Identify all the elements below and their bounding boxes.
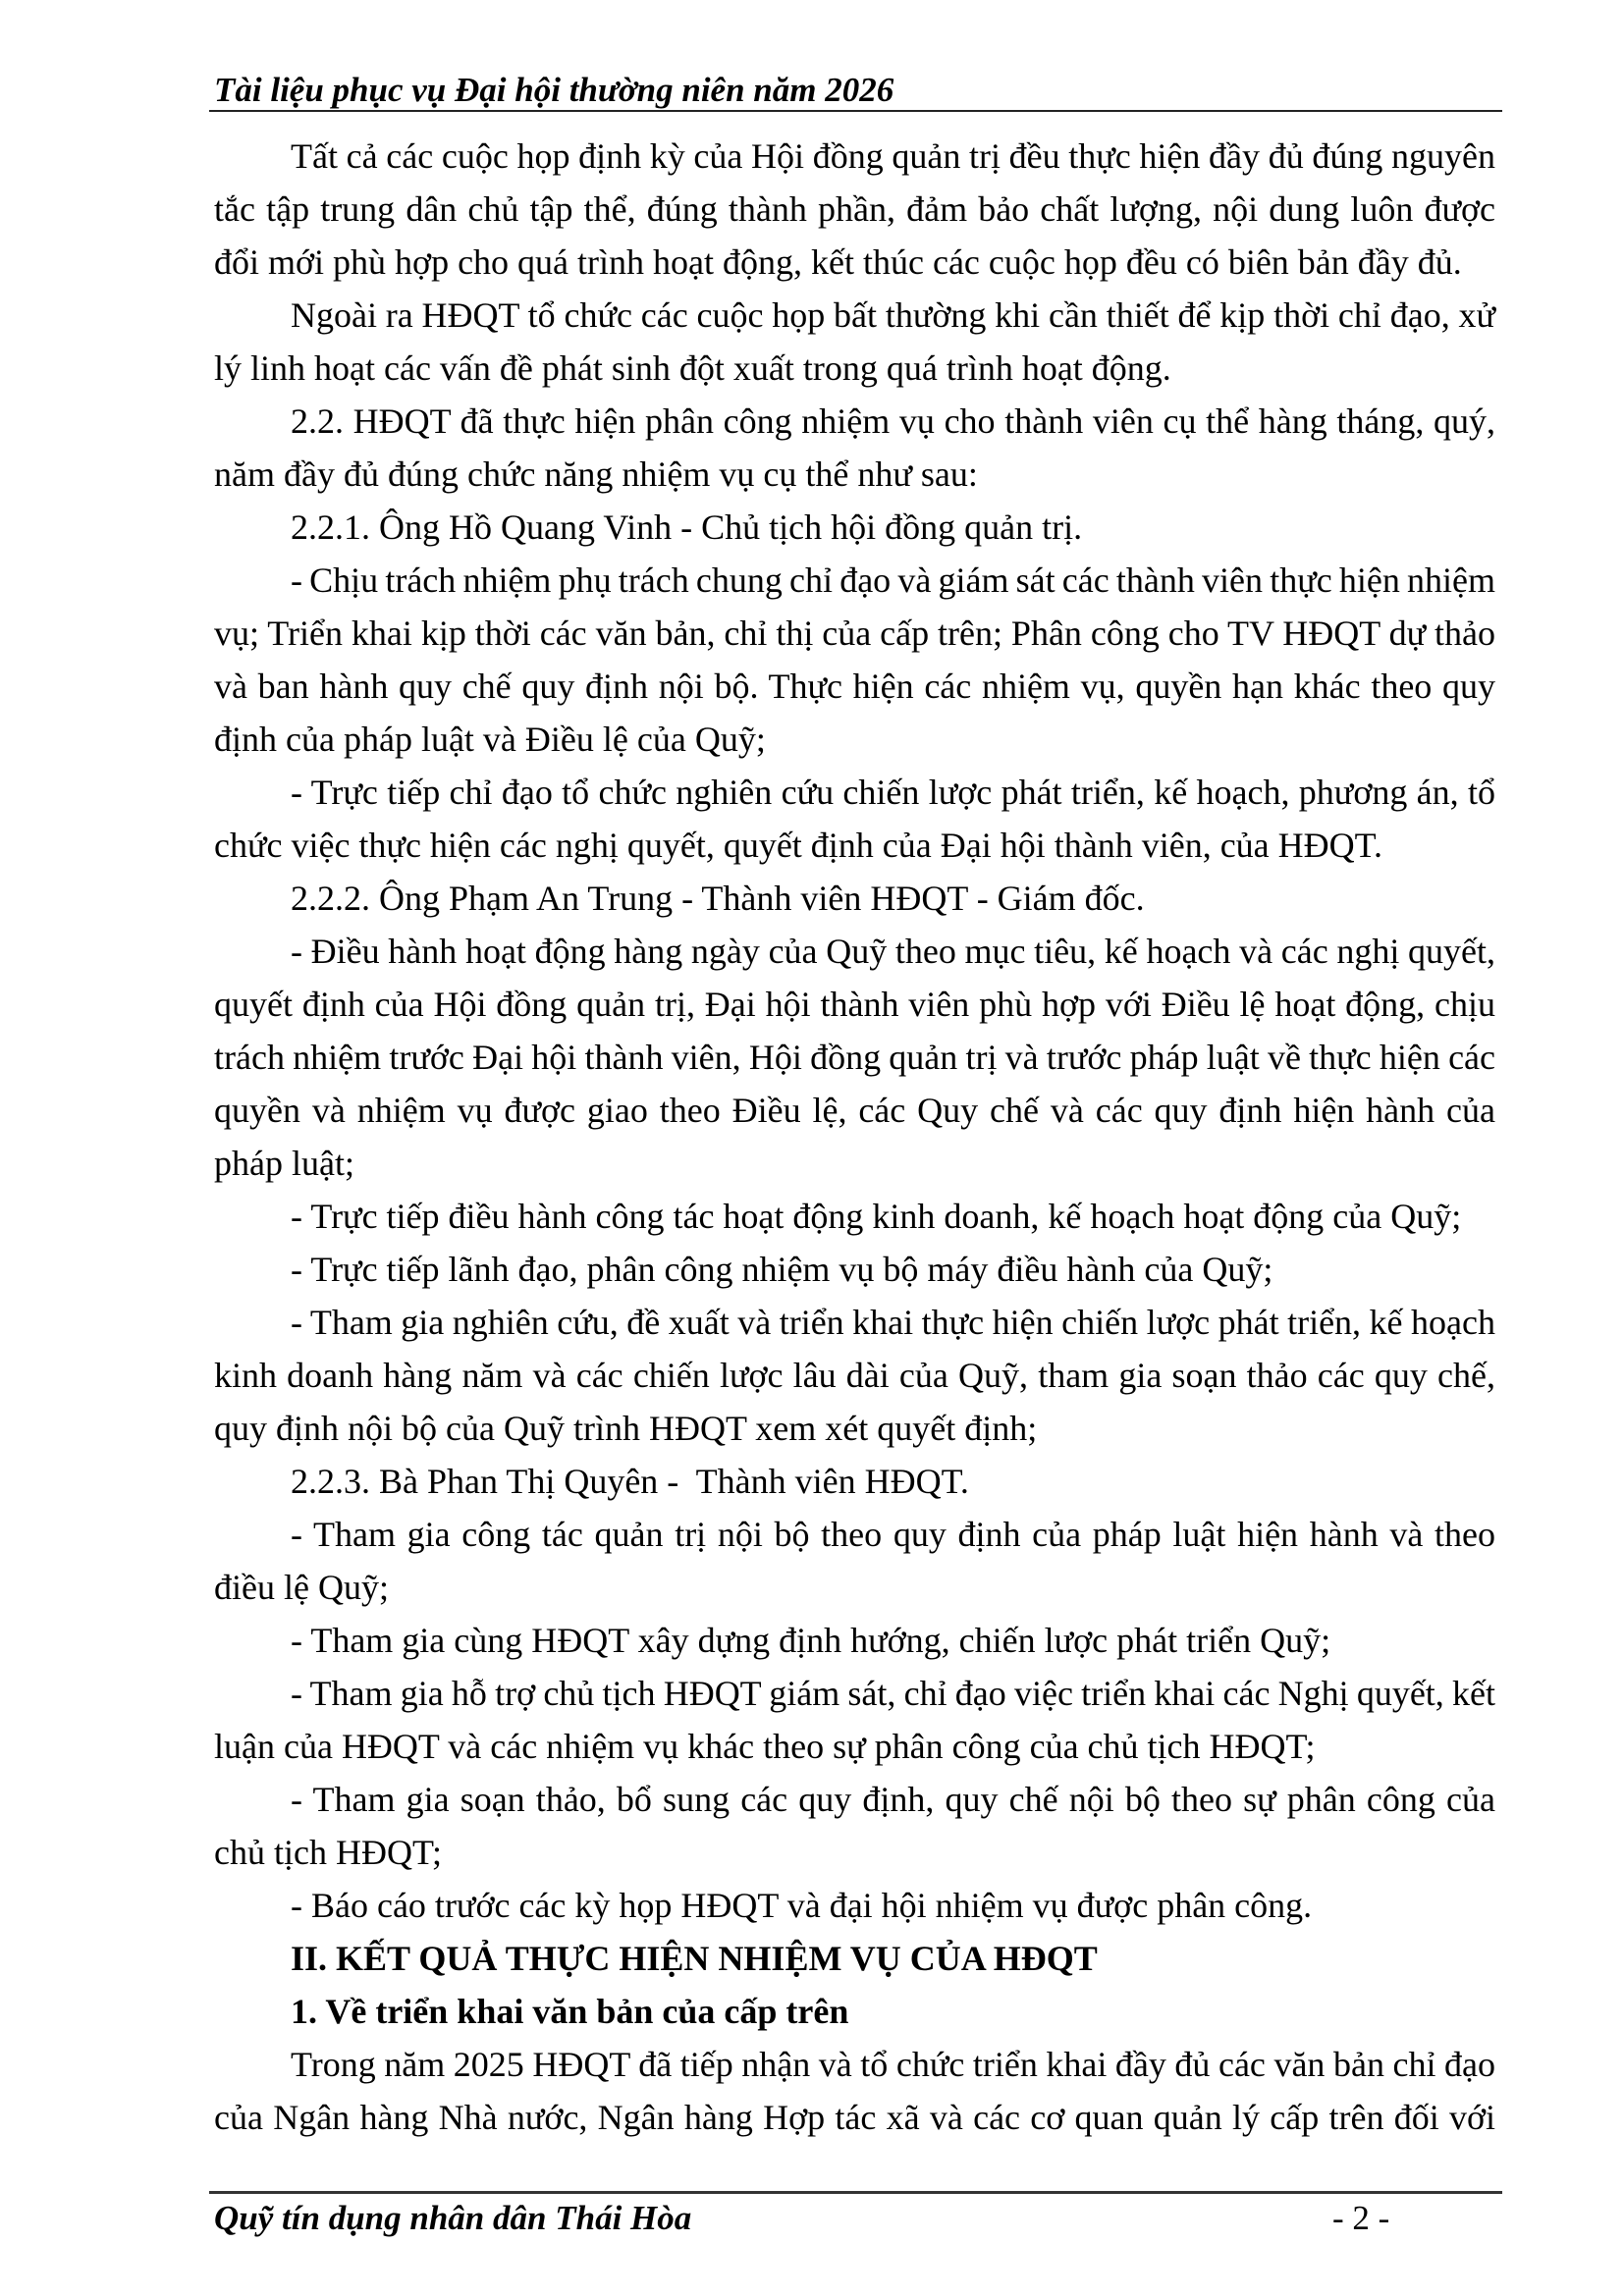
- page-header-title: Tài liệu phục vụ Đại hội thường niên năm 2026: [214, 71, 894, 109]
- text-line: tắc tập trung dân chủ tập thể, đúng thành phần, đảm bảo chất lượng, nội dung luôn được: [214, 189, 1495, 229]
- text-line: Ngoài ra HĐQT tổ chức các cuộc họp bất thường khi cần thiết để kịp thời chỉ đạo, xử: [291, 295, 1496, 335]
- text-line: trách nhiệm trước Đại hội thành viên, Hội đồng quản trị và trước pháp luật về thực hiện các: [214, 1038, 1495, 1077]
- text-line: vụ; Triển khai kịp thời các văn bản, chỉ thị của cấp trên; Phân công cho TV HĐQT dự thảo: [214, 614, 1495, 653]
- subsection-heading: 2.2.2. Ông Phạm An Trung - Thành viên HĐQT - Giám đốc.: [291, 879, 1145, 918]
- text-line: pháp luật;: [214, 1144, 354, 1183]
- text-line: Trong năm 2025 HĐQT đã tiếp nhận và tổ chức triển khai đầy đủ các văn bản chỉ đạo: [291, 2045, 1495, 2084]
- header-divider: [209, 110, 1502, 112]
- text-line: định của pháp luật và Điều lệ của Quỹ;: [214, 720, 766, 759]
- text-line: Tất cả các cuộc họp định kỳ của Hội đồng quản trị đều thực hiện đầy đủ đúng nguyên: [291, 136, 1495, 176]
- text-line: quyền và nhiệm vụ được giao theo Điều lệ, các Quy chế và các quy định hiện hành của: [214, 1091, 1495, 1130]
- text-line: - Tham gia hỗ trợ chủ tịch HĐQT giám sát, chỉ đạo việc triển khai các Nghị quyết, kết: [291, 1674, 1495, 1713]
- subsection-heading: 2.2.3. Bà Phan Thị Quyên - Thành viên HĐQT.: [291, 1462, 969, 1501]
- text-line: kinh doanh hàng năm và các chiến lược lâu dài của Quỹ, tham gia soạn thảo các quy chế,: [214, 1356, 1495, 1395]
- text-line: - Chịu trách nhiệm phụ trách chung chỉ đạo và giám sát các thành viên thực hiện nhiệm: [291, 561, 1495, 600]
- text-line: - Tham gia nghiên cứu, đề xuất và triển khai thực hiện chiến lược phát triển, kế hoạch: [291, 1303, 1495, 1342]
- text-line: và ban hành quy chế quy định nội bộ. Thực hiện các nhiệm vụ, quyền hạn khác theo quy: [214, 667, 1495, 706]
- subsection-heading: 1. Về triển khai văn bản của cấp trên: [291, 1992, 849, 2031]
- text-line: luận của HĐQT và các nhiệm vụ khác theo sự phân công của chủ tịch HĐQT;: [214, 1727, 1316, 1766]
- text-line: lý linh hoạt các vấn đề phát sinh đột xuất trong quá trình hoạt động.: [214, 348, 1171, 388]
- text-line: chức việc thực hiện các nghị quyết, quyết định của Đại hội thành viên, của HĐQT.: [214, 826, 1382, 865]
- text-line: chủ tịch HĐQT;: [214, 1833, 442, 1872]
- page-number: - 2 -: [1332, 2199, 1390, 2237]
- text-line: - Tham gia cùng HĐQT xây dựng định hướng, chiến lược phát triển Quỹ;: [291, 1621, 1331, 1660]
- text-line: quy định nội bộ của Quỹ trình HĐQT xem xét quyết định;: [214, 1409, 1038, 1448]
- text-line: quyết định của Hội đồng quản trị, Đại hội thành viên phù hợp với Điều lệ hoạt động, chịu: [214, 985, 1495, 1024]
- text-line: - Trực tiếp chỉ đạo tổ chức nghiên cứu chiến lược phát triển, kế hoạch, phương án, tổ: [291, 773, 1495, 812]
- text-line: năm đầy đủ đúng chức năng nhiệm vụ cụ thể như sau:: [214, 454, 978, 494]
- text-line: - Báo cáo trước các kỳ họp HĐQT và đại hội nhiệm vụ được phân công.: [291, 1886, 1313, 1925]
- text-line: - Điều hành hoạt động hàng ngày của Quỹ theo mục tiêu, kế hoạch và các nghị quyết,: [291, 932, 1495, 971]
- text-line: điều lệ Quỹ;: [214, 1568, 389, 1607]
- text-line: - Trực tiếp lãnh đạo, phân công nhiệm vụ bộ máy điều hành của Quỹ;: [291, 1250, 1273, 1289]
- text-line: 2.2. HĐQT đã thực hiện phân công nhiệm vụ cho thành viên cụ thể hàng tháng, quý,: [291, 401, 1495, 441]
- section-heading: II. KẾT QUẢ THỰC HIỆN NHIỆM VỤ CỦA HĐQT: [291, 1939, 1098, 1978]
- text-line: - Trực tiếp điều hành công tác hoạt động kinh doanh, kế hoạch hoạt động của Quỹ;: [291, 1197, 1462, 1236]
- document-body: [214, 130, 1495, 2144]
- text-line: của Ngân hàng Nhà nước, Ngân hàng Hợp tác xã và các cơ quan quản lý cấp trên đối với: [214, 2098, 1495, 2137]
- footer-divider: [209, 2191, 1502, 2194]
- text-line: - Tham gia soạn thảo, bổ sung các quy định, quy chế nội bộ theo sự phân công của: [291, 1780, 1495, 1819]
- footer-organization: Quỹ tín dụng nhân dân Thái Hòa: [214, 2199, 692, 2237]
- subsection-heading: 2.2.1. Ông Hồ Quang Vinh - Chủ tịch hội đồng quản trị.: [291, 507, 1083, 547]
- text-line: - Tham gia công tác quản trị nội bộ theo quy định của pháp luật hiện hành và theo: [291, 1515, 1495, 1554]
- text-line: đổi mới phù hợp cho quá trình hoạt động, kết thúc các cuộc họp đều có biên bản đầy đủ.: [214, 242, 1462, 282]
